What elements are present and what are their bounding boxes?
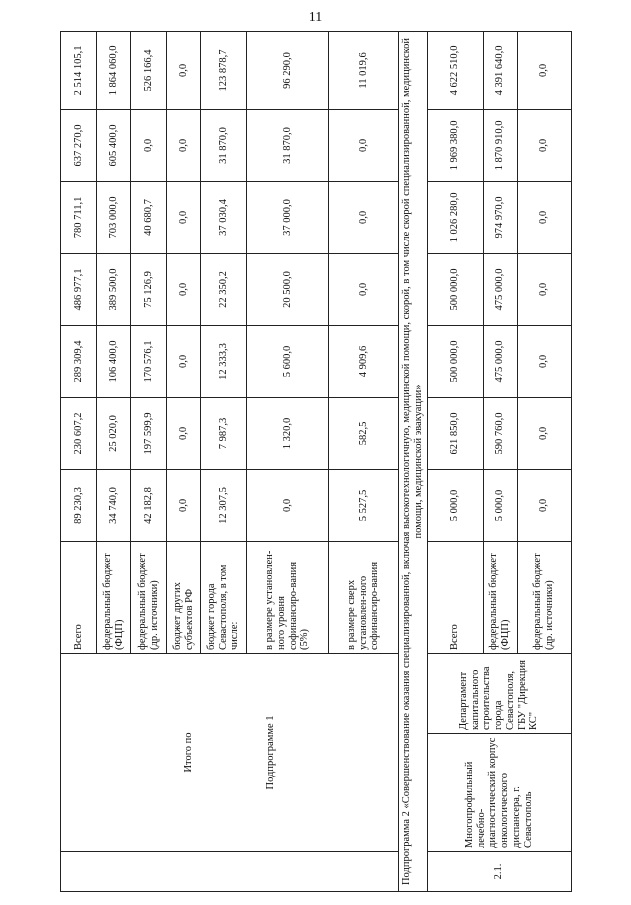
value-cell: 12 307,5 bbox=[201, 469, 247, 541]
value-cell: 31 870,0 bbox=[247, 109, 329, 181]
value-cell: 0,0 bbox=[517, 31, 571, 109]
row-label: Всего bbox=[427, 541, 483, 653]
value-cell: 42 182,8 bbox=[131, 469, 167, 541]
value-cell: 605 400,0 bbox=[97, 109, 131, 181]
summary-title-cell bbox=[61, 653, 399, 851]
value-cell: 5 000,0 bbox=[427, 469, 483, 541]
value-cell: 703 000,0 bbox=[97, 181, 131, 253]
value-cell: 37 000,0 bbox=[247, 181, 329, 253]
value-cell: 0,0 bbox=[167, 31, 201, 109]
row-label: в размере сверх установлен-ного софинансиро-вания bbox=[329, 541, 399, 653]
value-cell: 75 126,9 bbox=[131, 253, 167, 325]
value-cell: 5 527,5 bbox=[329, 469, 399, 541]
row-label: Всего bbox=[61, 541, 97, 653]
table-row bbox=[427, 31, 483, 891]
value-cell: 0,0 bbox=[517, 253, 571, 325]
value-cell: 4 909,6 bbox=[329, 325, 399, 397]
value-cell: 0,0 bbox=[247, 469, 329, 541]
value-cell: 486 977,1 bbox=[61, 253, 97, 325]
budget-table bbox=[60, 31, 572, 892]
value-cell: 40 680,7 bbox=[131, 181, 167, 253]
value-cell: 0,0 bbox=[167, 397, 201, 469]
value-cell: 25 020,0 bbox=[97, 397, 131, 469]
value-cell: 637 270,0 bbox=[61, 109, 97, 181]
value-cell: 197 599,9 bbox=[131, 397, 167, 469]
value-cell: 0,0 bbox=[517, 325, 571, 397]
value-cell: 621 850,0 bbox=[427, 397, 483, 469]
value-cell: 12 333,3 bbox=[201, 325, 247, 397]
value-cell: 2 514 105,1 bbox=[61, 31, 97, 109]
value-cell: 590 760,0 bbox=[483, 397, 517, 469]
value-cell: 22 350,2 bbox=[201, 253, 247, 325]
value-cell: 0,0 bbox=[167, 469, 201, 541]
table-row bbox=[61, 31, 97, 891]
row-label: федеральный бюджет (др. источники) bbox=[517, 541, 571, 653]
value-cell: 526 166,4 bbox=[131, 31, 167, 109]
value-cell: 0,0 bbox=[167, 325, 201, 397]
value-cell: 96 290,0 bbox=[247, 31, 329, 109]
row-label: федеральный бюджет (др. источники) bbox=[131, 541, 167, 653]
value-cell: 475 000,0 bbox=[483, 253, 517, 325]
row-label: бюджет города Севастополя, в том числе: bbox=[201, 541, 247, 653]
value-cell: 500 000,0 bbox=[427, 325, 483, 397]
value-cell: 1 026 280,0 bbox=[427, 181, 483, 253]
value-cell: 0,0 bbox=[517, 181, 571, 253]
row-label: в размере установлен-ного уровня софинансиро-вания (5%) bbox=[247, 541, 329, 653]
value-cell: 106 400,0 bbox=[97, 325, 131, 397]
summary-title-line2: Подпрограмме 1 bbox=[264, 715, 276, 790]
value-cell: 1 320,0 bbox=[247, 397, 329, 469]
item-name: Многопрофильный лечебно-диагностический корпус онкологического диспансера, г. Севастополь bbox=[427, 734, 571, 852]
value-cell: 1 870 910,0 bbox=[483, 109, 517, 181]
value-cell: 89 230,3 bbox=[61, 469, 97, 541]
value-cell: 0,0 bbox=[329, 109, 399, 181]
value-cell: 780 711,1 bbox=[61, 181, 97, 253]
table-row bbox=[399, 31, 428, 891]
value-cell: 0,0 bbox=[167, 109, 201, 181]
subprogram-2-title: Подпрограмма 2 «Совершенствование оказания специализированной, включая высокотехнологичную, медицинской помощи, скорой, в том числе скорой специализированной, медицинской помощи, медицинской эвакуации» bbox=[399, 31, 428, 891]
value-cell: 31 870,0 bbox=[201, 109, 247, 181]
item-executor: Департамент капитального строительства города Севастополя, ГБУ "Дирекция КС" bbox=[427, 653, 571, 733]
value-cell: 123 878,7 bbox=[201, 31, 247, 109]
row-label: федеральный бюджет (ФЦП) bbox=[97, 541, 131, 653]
value-cell: 1 969 380,0 bbox=[427, 109, 483, 181]
value-cell: 582,5 bbox=[329, 397, 399, 469]
value-cell: 0,0 bbox=[517, 109, 571, 181]
page-number: 11 bbox=[308, 10, 323, 25]
row-label: бюджет других субъектов РФ bbox=[167, 541, 201, 653]
value-cell: 5 600,0 bbox=[247, 325, 329, 397]
value-cell: 20 500,0 bbox=[247, 253, 329, 325]
value-cell: 974 970,0 bbox=[483, 181, 517, 253]
value-cell: 0,0 bbox=[131, 109, 167, 181]
empty-number-cell bbox=[61, 852, 399, 892]
value-cell: 34 740,0 bbox=[97, 469, 131, 541]
value-cell: 7 987,3 bbox=[201, 397, 247, 469]
row-label: федеральный бюджет (ФЦП) bbox=[483, 541, 517, 653]
value-cell: 0,0 bbox=[167, 181, 201, 253]
value-cell: 0,0 bbox=[329, 181, 399, 253]
value-cell: 5 000,0 bbox=[483, 469, 517, 541]
value-cell: 37 030,4 bbox=[201, 181, 247, 253]
value-cell: 475 000,0 bbox=[483, 325, 517, 397]
value-cell: 0,0 bbox=[517, 397, 571, 469]
value-cell: 230 607,2 bbox=[61, 397, 97, 469]
value-cell: 0,0 bbox=[517, 469, 571, 541]
rotated-table-canvas bbox=[60, 32, 568, 892]
value-cell: 4 622 510,0 bbox=[427, 31, 483, 109]
value-cell: 500 000,0 bbox=[427, 253, 483, 325]
item-number: 2.1. bbox=[427, 852, 571, 892]
value-cell: 170 576,1 bbox=[131, 325, 167, 397]
value-cell: 0,0 bbox=[167, 253, 201, 325]
value-cell: 1 864 060,0 bbox=[97, 31, 131, 109]
summary-title-line1: Итого по bbox=[182, 732, 194, 773]
value-cell: 289 309,4 bbox=[61, 325, 97, 397]
value-cell: 11 019,6 bbox=[329, 31, 399, 109]
value-cell: 0,0 bbox=[329, 253, 399, 325]
value-cell: 4 391 640,0 bbox=[483, 31, 517, 109]
value-cell: 389 500,0 bbox=[97, 253, 131, 325]
